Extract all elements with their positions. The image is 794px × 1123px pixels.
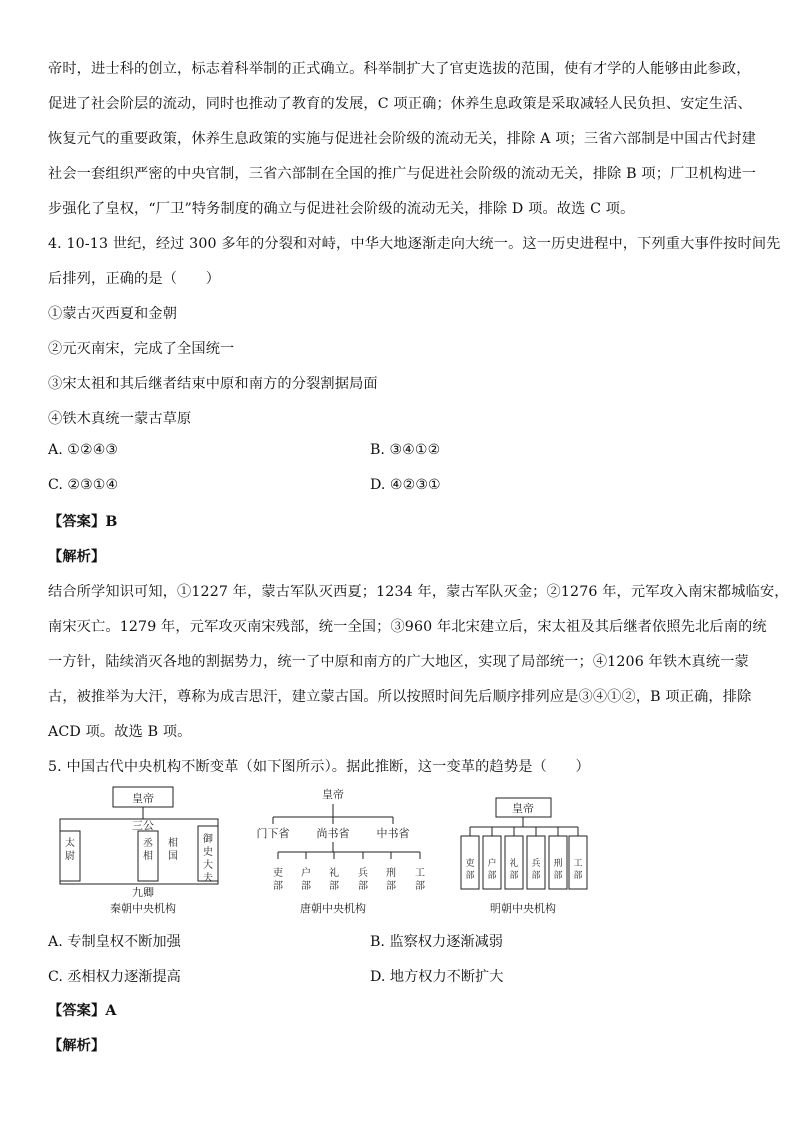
ming-ministry-label: 户部	[487, 859, 497, 881]
question-4-option-b: B. ③④①②	[370, 442, 441, 458]
question-4-item: ④铁木真统一蒙古草原	[48, 411, 192, 427]
analysis-line: 古，被推举为大汗，尊称为成吉思汗，建立蒙古国。所以按照时间先后顺序排列应是③④①②，B 项正确，排除	[48, 689, 752, 705]
tang-ministry-label: 刑部	[386, 868, 396, 892]
qin-jiuqing-label: 九卿	[132, 886, 154, 899]
question-5-option-b: B. 监察权力逐渐减弱	[370, 934, 503, 950]
question-5-option-a: A. 专制皇权不断加强	[48, 934, 181, 950]
tang-caption: 唐朝中央机构	[300, 902, 366, 915]
tang-ministry-label: 礼部	[329, 868, 339, 892]
tang-emperor-label: 皇帝	[322, 788, 344, 801]
analysis-line: 结合所学知识可知，①1227 年，蒙古军队灭西夏；1234 年，蒙古军队灭金；②1276 年，元军攻入南宋都城临安，	[48, 584, 789, 600]
tang-ministry-label: 兵部	[358, 868, 368, 892]
question-4-item: ②元灭南宋，完成了全国统一	[48, 341, 235, 357]
qin-taiwei-char: 太尉	[65, 838, 75, 862]
ming-ministry-label: 兵部	[531, 859, 541, 881]
ming-ministry-label: 吏部	[465, 859, 475, 881]
ming-ministry-label: 刑部	[553, 859, 563, 881]
qin-caption: 秦朝中央机构	[110, 902, 176, 915]
question-4-stem: 后排列，正确的是（ ）	[48, 271, 221, 287]
question-4-answer: 【答案】B	[48, 514, 118, 530]
analysis-line: ACD 项。故选 B 项。	[48, 724, 192, 740]
qin-chengxiang-label: 丞相	[143, 838, 153, 862]
text-line: 促进了社会阶层的流动，同时也推动了教育的发展，C 项正确；休养生息政策是采取减轻人民负担、安定生活、	[48, 96, 752, 112]
ming-emperor-label: 皇帝	[512, 802, 534, 815]
central-institutions-figure	[48, 784, 608, 919]
question-4-stem: 4. 10-13 世纪，经过 300 多年的分裂和对峙，中华大地逐渐走向大统一。这一历史进程中，下列重大事件按时间先	[48, 236, 781, 252]
tang-zhongshu-label: 中书省	[376, 827, 410, 840]
ming-caption: 明朝中央机构	[490, 902, 556, 915]
question-4-item: ③宋太祖和其后继者结束中原和南方的分裂割据局面	[48, 376, 378, 392]
question-4-item: ①蒙古灭西夏和金朝	[48, 306, 178, 322]
text-line: 帝时，进士科的创立，标志着科举制的正式确立。科举制扩大了官吏选拔的范围，使有才学的人能够由此参政，	[48, 61, 751, 77]
qin-taiwei-label	[65, 836, 75, 862]
qin-sangong-label: 三公	[132, 819, 154, 832]
analysis-line: 南宋灭亡。1279 年，元军攻灭南宋残部，统一全国；③960 年北宋建立后，宋太祖及其后继者依照先北后南的统	[48, 619, 767, 635]
tang-ministry-label: 工部	[415, 868, 425, 892]
qin-xiangguo-label: 相国	[168, 838, 178, 862]
question-5-option-d: D. 地方权力不断扩大	[370, 969, 504, 985]
question-4-analysis-label: 【解析】	[48, 549, 106, 565]
question-4-option-d: D. ④②③①	[370, 477, 441, 493]
tang-shangshu-label: 尚书省	[316, 827, 350, 840]
question-4-option-c: C. ②③①④	[48, 477, 119, 493]
ming-ministry-label: 工部	[573, 859, 583, 881]
tang-menxia-label: 门下省	[256, 827, 290, 840]
question-5-stem: 5. 中国古代中央机构不断变革（如下图所示）。据此推断，这一变革的趋势是（ ）	[48, 759, 590, 775]
qin-yushi-label: 御史大夫	[203, 834, 213, 884]
tang-ministry-label: 吏部	[273, 868, 283, 892]
text-line: 社会一套组织严密的中央官制，三省六部制在全国的推广与促进社会阶级的流动无关，排除 B 项；厂卫机构进一	[48, 166, 757, 182]
question-5-analysis-label: 【解析】	[48, 1038, 106, 1054]
question-5-option-c: C. 丞相权力逐渐提高	[48, 969, 181, 985]
question-4-option-a: A. ①②④③	[48, 442, 119, 458]
tang-ministry-label: 户部	[301, 868, 311, 892]
analysis-line: 一方针，陆续消灭各地的割据势力，统一了中原和南方的广大地区，实现了局部统一；④1206 年铁木真统一蒙	[48, 654, 749, 670]
text-line: 步强化了皇权，“厂卫”特务制度的确立与促进社会阶级的流动无关，排除 D 项。故选 C 项。	[48, 201, 635, 217]
qin-emperor-label: 皇帝	[132, 792, 154, 805]
question-5-answer: 【答案】A	[48, 1003, 117, 1019]
text-line: 恢复元气的重要政策，休养生息政策的实施与促进社会阶级的流动无关，排除 A 项；三省六部制是中国古代封建	[48, 131, 756, 147]
ming-ministry-label: 礼部	[509, 859, 519, 881]
